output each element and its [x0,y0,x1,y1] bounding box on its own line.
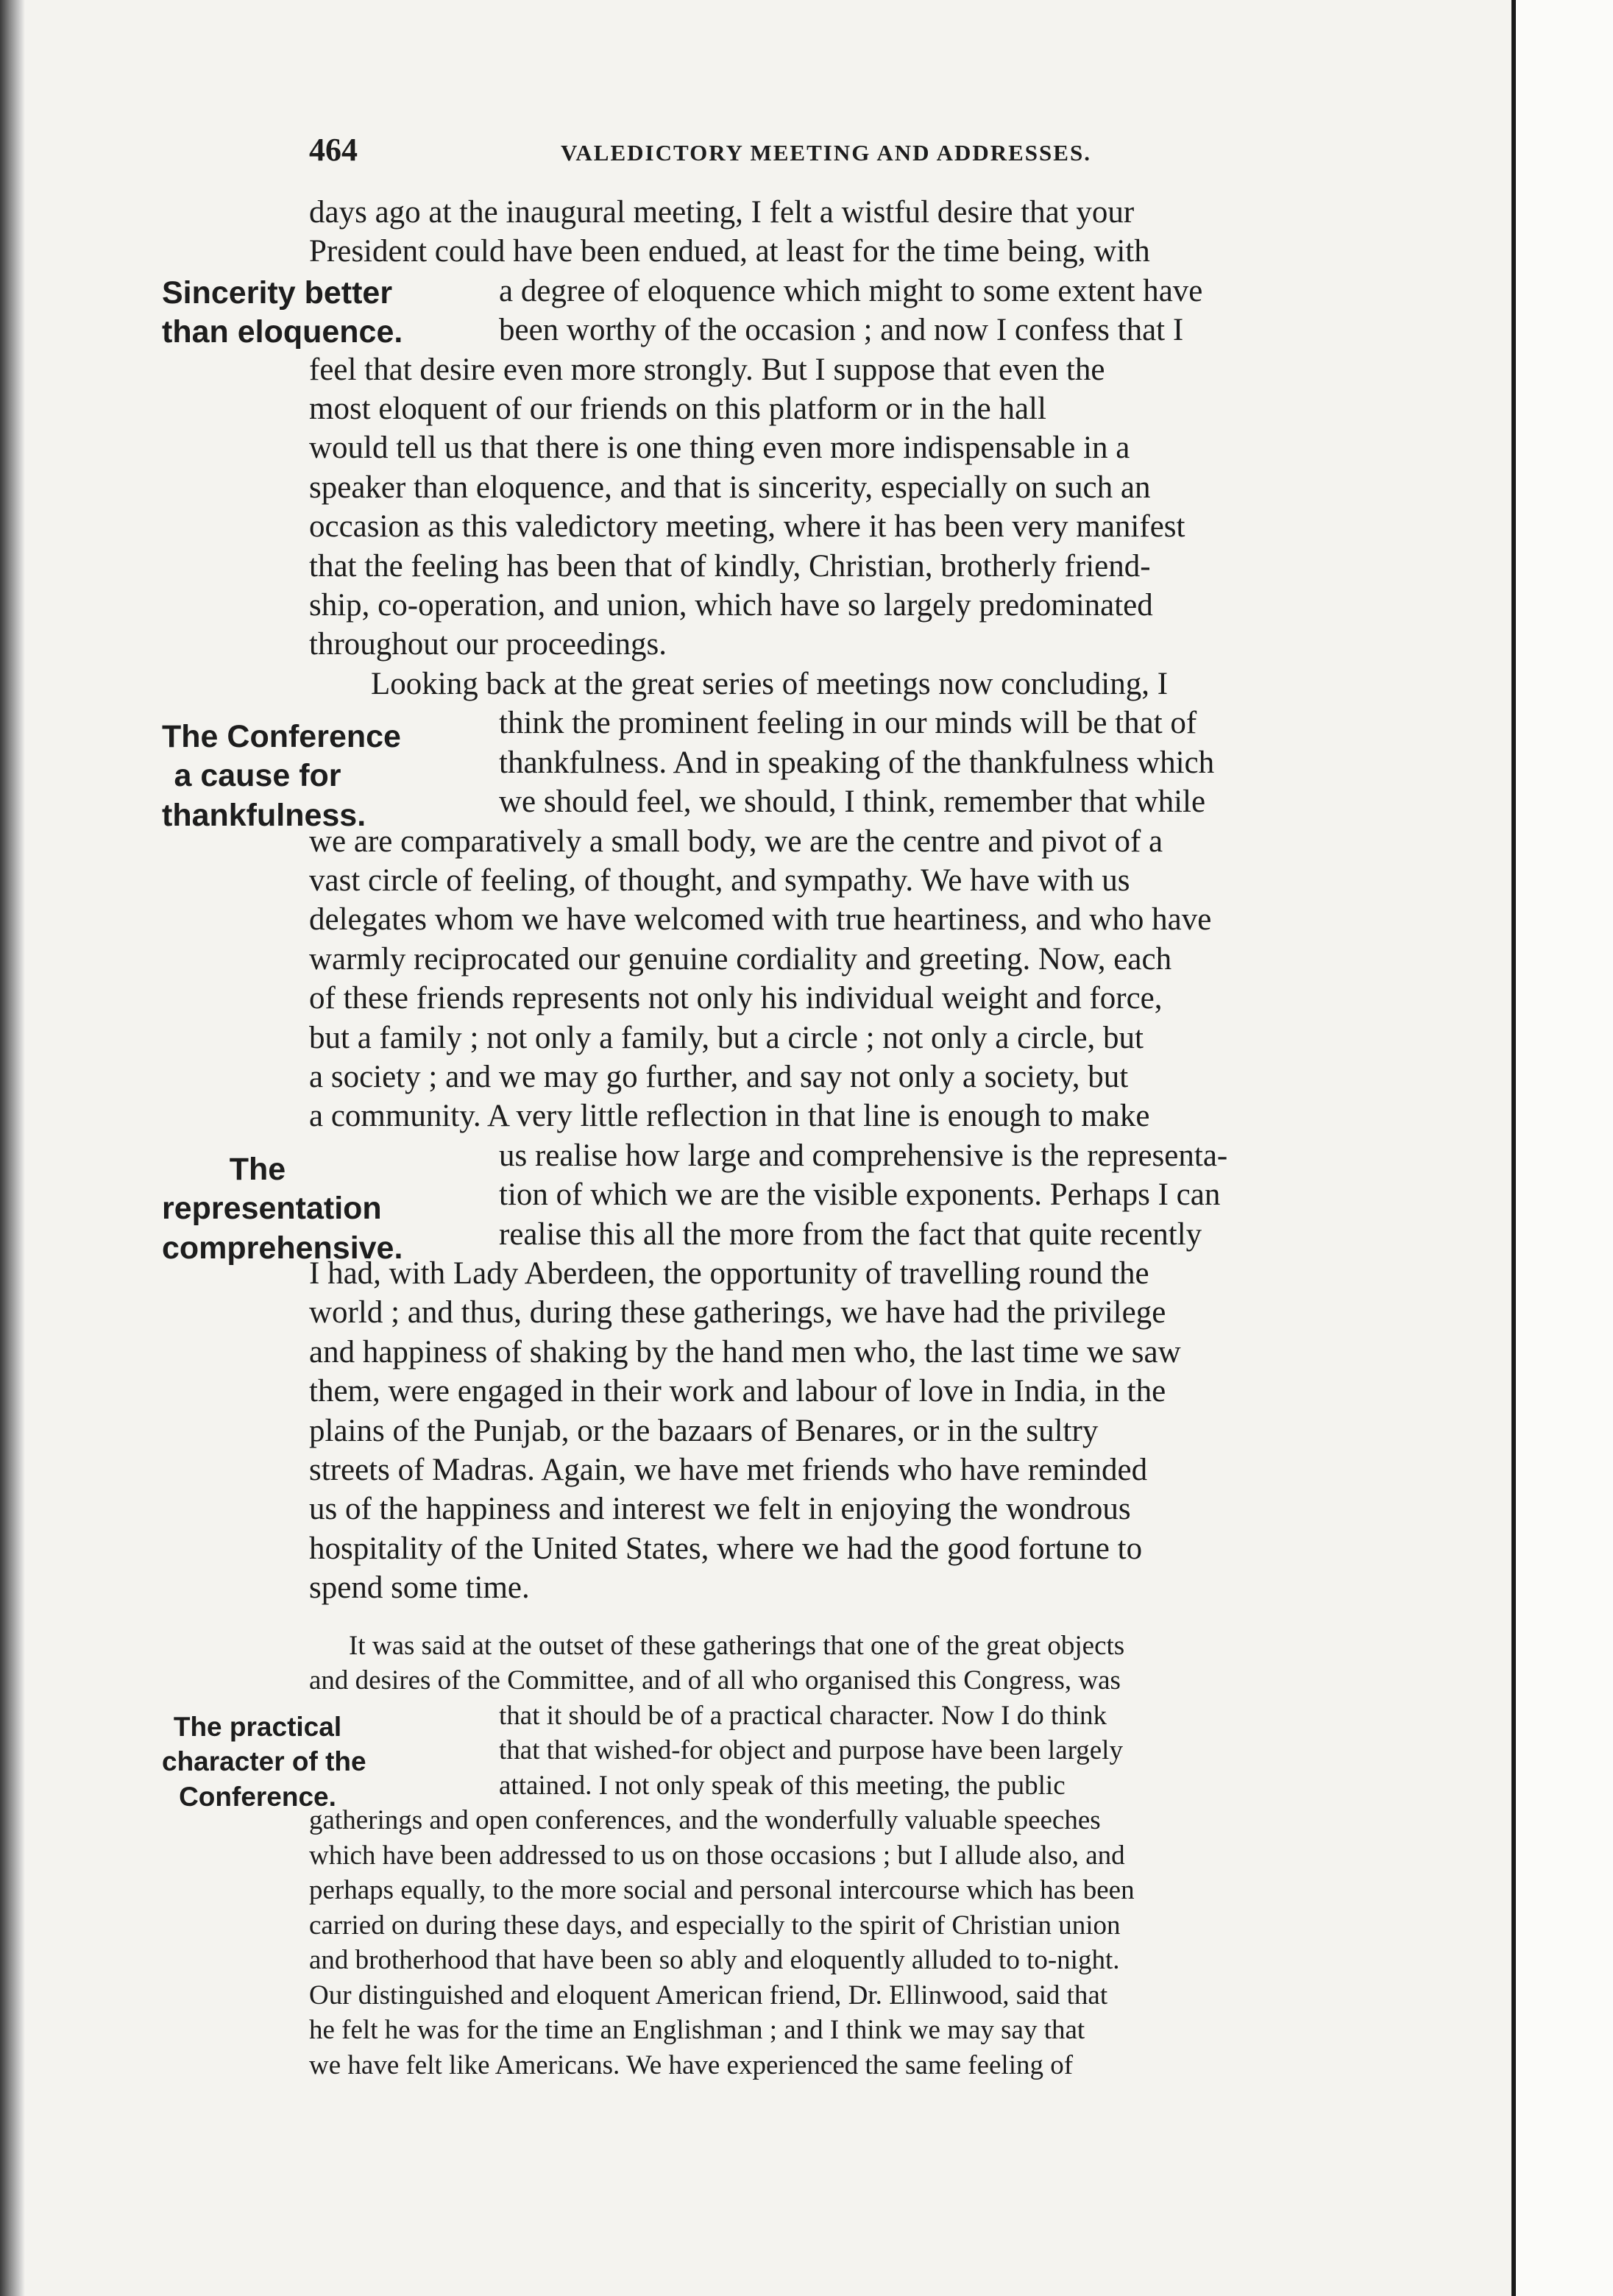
text-line: hospitality of the United States, where we had the good fortune to [309,1531,1143,1566]
book-page [162,131,1442,2083]
text-line: streets of Madras. Again, we have met friends who have reminded [309,1453,1148,1487]
text-line: throughout our proceedings. [309,627,667,662]
side-note-practical-character: The practical character of the Conference. [162,1711,366,1812]
side-note-sincerity: Sincerity better than eloquence. [162,275,403,350]
text-line: us realise how large and comprehensive is the representa- [499,1138,1228,1173]
text-line: think the prominent feeling in our minds will be that of [499,706,1197,741]
text-line: gatherings and open conferences, and the wonderfully valuable speeches [309,1805,1101,1836]
text-line: President could have been endued, at least for the time being, with [309,234,1150,269]
running-head [309,131,1442,172]
text-line: that the feeling has been that of kindly, Christian, brotherly friend- [309,548,1151,584]
text-line: been worthy of the occasion ; and now I confess that I [499,313,1184,348]
text-line: carried on during these days, and especially to the spirit of Christian union [309,1910,1121,1941]
text-line: but a family ; not only a family, but a circle ; not only a circle, but [309,1020,1144,1055]
text-line: Our distinguished and eloquent American friend, Dr. Ellinwood, said that [309,1980,1108,2010]
text-line: warmly reciprocated our genuine cordiality and greeting. Now, each [309,941,1172,977]
book-gutter-shadow [0,0,25,2296]
text-line: Looking back at the great series of meetings now concluding, I [371,666,1169,701]
text-line: thankfulness. And in speaking of the thankfulness which [499,745,1215,780]
text-line: feel that desire even more strongly. But I suppose that even the [309,352,1105,387]
text-line: of these friends represents not only his individual weight and force, [309,981,1163,1016]
text-line: tion of which we are the visible exponents. Perhaps I can [499,1177,1221,1213]
text-line: realise this all the more from the fact that quite recently [499,1216,1202,1252]
text-line: perhaps equally, to the more social and personal intercourse which has been [309,1875,1135,1906]
text-line: days ago at the inaugural meeting, I felt a wistful desire that your [309,195,1135,230]
side-note-conference-thankfulness: The Conference a cause for thankfulness. [162,718,401,833]
paragraph-1 [162,193,1442,665]
text-line: ship, co-operation, and union, which have so largely predominated [309,588,1153,623]
running-title: VALEDICTORY MEETING AND ADDRESSES. [561,140,1091,166]
text-line: I had, with Lady Aberdeen, the opportunity of travelling round the [309,1255,1149,1291]
text-line: plains of the Punjab, or the bazaars of Benares, or in the sultry [309,1413,1099,1448]
text-line: occasion as this valedictory meeting, where it has been very manifest [309,509,1185,545]
text-line: world ; and thus, during these gatherings, we have had the privilege [309,1295,1166,1331]
text-line: we should feel, we should, I think, remember that while [499,784,1206,820]
text-line: that it should be of a practical character. Now I do think [499,1700,1107,1731]
text-line: speaker than eloquence, and that is sincerity, especially on such an [309,470,1151,505]
page-number: 464 [309,132,358,168]
adjacent-page-margin [1516,0,1613,2296]
text-line: that that wished-for object and purpose have been largely [499,1735,1123,1766]
text-line: delegates whom we have welcomed with true heartiness, and who have [309,902,1212,938]
text-line: vast circle of feeling, of thought, and sympathy. We have with us [309,862,1130,898]
text-line: It was said at the outset of these gatherings that one of the great objects [349,1630,1125,1661]
paragraph-2 [162,665,1442,1608]
text-line: them, were engaged in their work and labour of love in India, in the [309,1374,1166,1409]
text-line: most eloquent of our friends on this platform or in the hall [309,391,1046,427]
text-line: spend some time. [309,1570,530,1606]
text-line: he felt he was for the time an Englishman ; and I think we may say that [309,2015,1085,2046]
text-line: we are comparatively a small body, we are the centre and pivot of a [309,823,1163,859]
text-line: a society ; and we may go further, and say not only a society, but [309,1059,1129,1094]
text-line: attained. I not only speak of this meeting, the public [499,1770,1066,1801]
text-line: a degree of eloquence which might to some extent have [499,273,1203,308]
text-line: and happiness of shaking by the hand men who, the last time we saw [309,1334,1181,1370]
text-line: and desires of the Committee, and of all who organised this Congress, was [309,1665,1121,1696]
side-note-representation: The representation comprehensive. [162,1151,403,1266]
text-line: would tell us that there is one thing even more indispensable in a [309,431,1130,466]
text-line: us of the happiness and interest we felt in enjoying the wondrous [309,1492,1131,1527]
text-line: and brotherhood that have been so ably and eloquently alluded to to-night. [309,1945,1120,1976]
text-line: we have felt like Americans. We have experienced the same feeling of [309,2049,1074,2080]
text-line: which have been addressed to us on those occasions ; but I allude also, and [309,1840,1125,1871]
text-line: a community. A very little reflection in that line is enough to make [309,1099,1150,1134]
paragraph-3 [162,1629,1442,2083]
